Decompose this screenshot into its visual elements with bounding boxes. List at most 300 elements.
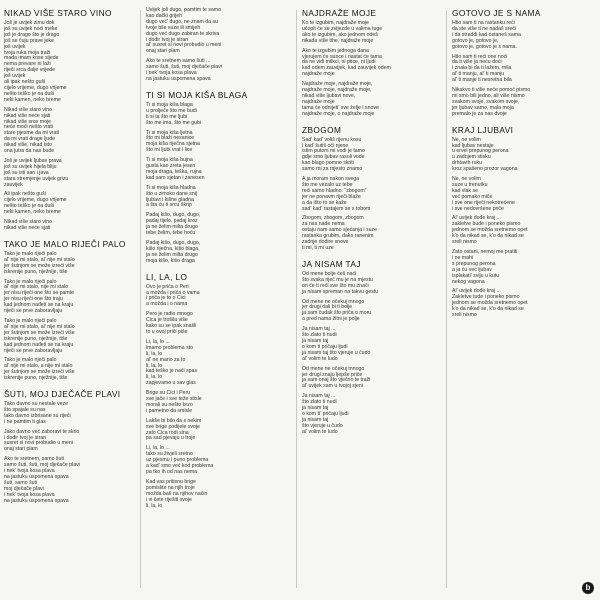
lyric-line: a kad' smo već kod problema [146, 463, 214, 470]
stanza [302, 394, 437, 435]
lyric-line: o kom ti pričaju ljudi [302, 343, 348, 350]
lyric-line: nikad više srce moje [4, 118, 51, 125]
lyric-line: Uvijek još dugo, pamtim te samo [146, 7, 221, 13]
lyric-line: ja nisam taj [302, 337, 329, 344]
lyric-line: a šta ću ti srcu škrip [146, 202, 192, 209]
song-title: KRAJ LJUBAVI [452, 124, 514, 135]
song-title: NAJDRAŽE MOJE [302, 8, 377, 18]
lyric-line: stare pjesme da mi vrati [4, 130, 60, 137]
lyric-line: na jastuku uspomena spava [146, 75, 211, 82]
lyric-line: i nek' tvoja kosa plava [4, 468, 55, 475]
lyric-line: Ako te sretnem samo šuti ... [146, 58, 211, 65]
stanza [146, 285, 281, 309]
song-block [146, 8, 281, 83]
lyric-line: al' ne mario za to [146, 356, 186, 363]
lyric-line: jednom se možda sretnemo opet [452, 300, 528, 307]
lyric-line: a možda i o nama [146, 301, 188, 308]
stanza [302, 82, 437, 117]
lyric-line: nikad više neće sjati [4, 112, 51, 119]
lyric-line: riječi se prve zaboravljaju [4, 308, 63, 315]
lyric-line: sve brige podijele svoje [146, 423, 200, 430]
song-block [302, 8, 437, 118]
lyric-line: neki kamen, neko breme [4, 96, 61, 103]
stanza [146, 419, 281, 443]
lyric-line: kad sam sjetan i zanesen [146, 174, 205, 181]
lyric-line: i nek' tvoja kosa plava [4, 491, 55, 498]
lyric-line: kišo riječna, kišo blaga, [146, 245, 200, 252]
lyric-line: Tako je malo riječi palo [4, 357, 57, 364]
lyric-line: što me vezalo uz tebe [302, 181, 353, 188]
lyric-line: istim putom mi vodi je tamo [302, 148, 365, 155]
lyric-line: moja draga, teška, rujna [146, 168, 202, 175]
lyric-line: Zbogom, zbogom, zbogom [302, 215, 364, 222]
stanza [4, 21, 139, 104]
lyric-line: Ti si moja kiša blaga [146, 101, 193, 108]
lyric-line: što me ima, što me gubi [146, 119, 202, 126]
lyric-line: s prepunog perona [452, 260, 496, 267]
lyric-line: što zlato ti nudi [302, 332, 337, 339]
lyric-line: Ti si moja kiša bujna [146, 157, 193, 164]
stanza [452, 177, 587, 212]
lyric-line: Ovo je priča o Peri [146, 283, 189, 290]
stanza [146, 131, 281, 155]
lyric-line: rastanka grubim, dako ranenim [302, 233, 374, 240]
lyric-line: Ja nisam taj ... [302, 393, 336, 400]
lyric-line: Pero je radio mnogo [146, 311, 193, 318]
lyric-line: zapjevamo u sav glas [146, 380, 196, 387]
song-title: LI, LA, LO [146, 271, 188, 282]
lyric-line: al' ti manju, al' ti manju [452, 71, 505, 78]
lyric-line: drhtavih ruku [452, 160, 482, 167]
lyric-line: Tako je malo riječi palo [4, 250, 57, 257]
lyric-line: al' ti manje ti nesretna bila [452, 77, 512, 84]
lyric-line: Nikad više staro vino [4, 106, 52, 113]
lyric-line: pa sad pjevaju u troje [146, 435, 196, 442]
song-block [452, 125, 587, 319]
song-title: NIKAD VIŠE STARO VINO [4, 8, 112, 18]
lyric-line: nikad više ljubavi nove, [302, 92, 356, 99]
lyric-line: i ne mahi [452, 254, 474, 261]
stanza [146, 213, 281, 237]
lyric-line: i ne pamtim ti glas [4, 418, 46, 425]
lyric-line: i priča je to o Cici [146, 295, 186, 302]
lyric-line: a ja ću već ljubav [452, 266, 492, 273]
lyric-line: i dodir tvoj je stran [4, 434, 47, 441]
lyric-line: najdraže moje, o najdraže moje [302, 110, 375, 117]
lyric-line: Tako je malo riječi palo [4, 278, 57, 285]
lyric-line: sreli nismo [452, 312, 477, 319]
lyric-line: samo šuti, šuti, moj dječače plavi [4, 462, 80, 469]
lyric-line: moja kiša riječna sjetna [146, 141, 200, 148]
stanza [146, 103, 281, 127]
lyric-line: susret si novi probudio u meni [4, 440, 73, 447]
lyric-line: ostaju nam samo sjećanja i suze [302, 227, 377, 234]
lyric-line: pa tko ih od nas nema [146, 469, 198, 475]
lyric-line: suze u trenutku [452, 181, 488, 188]
lyric-line: Još je uvijek ljubav prava [4, 157, 62, 164]
lyric-line: i da straddi kad ostaneš sama [452, 31, 521, 38]
stanza [302, 216, 437, 251]
song-block [302, 125, 437, 252]
lyric-line: Ako te sretnem, samo šuti [4, 456, 64, 463]
stanza [302, 327, 437, 362]
stanza [302, 300, 437, 324]
lyric-line: u ervei prepunog perona [452, 148, 509, 155]
lyric-line: A ja moram nakon svega [302, 176, 360, 183]
stanza [146, 480, 281, 510]
lyric-line: nikad više neće sjati [4, 225, 51, 231]
lyric-line: nema prevare ni laži [4, 61, 51, 68]
lyric-line: u proljeće što me budi [146, 107, 197, 114]
lyric-line: sve jače i sve teže stisle [146, 396, 202, 403]
stanza [146, 8, 281, 55]
stanza [302, 272, 437, 296]
stanza [452, 289, 587, 319]
lyric-line: moja kišo, kišo draga [146, 257, 195, 264]
lyric-line: kad jednom nađeš se na kraju [4, 302, 74, 309]
lyric-line: ljubavi i kišne gladna [146, 196, 194, 203]
song-title: ZBOGOM [302, 124, 342, 135]
stanza [146, 340, 281, 387]
lyric-line: ja ne želim milta drugo [146, 251, 198, 258]
lyric-line: kad ljubav nestaje [452, 142, 494, 149]
lyric-line: još su isti san i java [4, 169, 49, 176]
lyric-line: kad odem zauvijek, kad zauvijek odem [302, 65, 391, 72]
lyric-line: Li, la, lo ... [146, 338, 170, 345]
song-block [4, 389, 139, 505]
lyric-line: neki kamen, neko breme [4, 209, 61, 216]
song-title: ŠUTI, MOJ DJEČAČE PLAVI [4, 389, 121, 400]
lyric-line: jer nisu riječi one što traju [4, 296, 63, 303]
lyric-line: ti mi, ti mi uze [302, 245, 334, 251]
stanza [146, 158, 281, 182]
lyric-line: morali su nešto brzo [146, 401, 193, 408]
stanza [302, 367, 437, 391]
lyric-line: padaj tijelo, padaj kroz [146, 218, 198, 225]
lyric-line: najdraže moje [302, 98, 335, 105]
lyric-line: ona jutra da nas bude [4, 148, 55, 155]
column-divider [296, 10, 297, 588]
lyric-line: što mi ljubi vrat i lice [146, 147, 193, 154]
lyric-line: tebe želim, tebe hoću [146, 230, 196, 237]
column-divider [140, 10, 141, 588]
lyric-line: ja sam čudak što priča o moru [302, 310, 372, 317]
lyric-line: nikad više, nikad isto [4, 142, 52, 149]
lyrics-column-1 [4, 8, 139, 512]
song-block [4, 239, 139, 382]
lyric-line: zadnje dodire snove [302, 239, 349, 246]
lyric-line: jer drugi dali bi ti bolje [302, 304, 353, 311]
lyric-line: riječi srca dalje vrijede [4, 67, 56, 74]
lyric-line: za nas nade nema [302, 221, 345, 228]
stanza [146, 391, 281, 415]
lyric-line: Ti si moja kiša hladna [146, 184, 196, 191]
lyric-line: Htio sam ti na rastanku reći [452, 20, 515, 26]
lyric-line: Ja nisam taj ... [302, 326, 336, 333]
stanza [4, 430, 139, 454]
lyric-line: Li, la, lo ... [146, 445, 170, 452]
lyric-line: Kad vas pritisnu brige [146, 478, 196, 485]
lyric-line: Od mene ne očekuj mnogo [302, 298, 365, 305]
lyric-line: ja nisam taj [302, 416, 329, 423]
lyric-line: to u ovoj priči piše [146, 328, 188, 335]
lyric-line: gusta kao zreta jesen [146, 163, 196, 170]
lyric-line: mi smo bili jedno, ali više nismo [452, 92, 525, 99]
lyric-line: Zato ostani, nemoj me pratiti [452, 249, 518, 255]
lyric-line: Al' uvijek dođe kraj ... [452, 288, 501, 295]
lyric-line: možda baš na njihov način [146, 490, 208, 497]
lyric-line: on će ti reći sve što mu znači [302, 282, 369, 289]
lyric-line: stara stremjenje uvijek grizu [4, 175, 69, 182]
lyric-line: tako davno izbrisane su riječi [4, 412, 71, 419]
lyric-line: još je drago što je drago [4, 31, 60, 38]
lyric-line: al' nije mi stalo, nije mi stalo [4, 284, 69, 291]
record-label-logo: b [582, 582, 594, 594]
stanza [4, 252, 139, 276]
lyrics-column-2 [146, 8, 281, 516]
lyric-line: da mi vrati drage ljude [4, 136, 56, 143]
lyric-line: jer ljubav samo, mala moja [452, 104, 514, 111]
lyric-line: Lakše bi bilo da s nekim [146, 417, 202, 424]
lyric-line: Padaj kišo, dugo, dugo, [146, 240, 201, 246]
song-title: TAKO JE MALO RIJEČI PALO [4, 238, 126, 249]
lyric-line: k'o da nikad se, k'o da nikad se [452, 306, 524, 313]
lyric-line: i nek' tvoja kosa plava [146, 70, 197, 77]
lyric-line: Sad' kad' voliš rijenu kosu [302, 136, 362, 143]
lyric-line: jer šutnjom se može izreći više [4, 329, 75, 336]
stanza [452, 250, 587, 285]
lyric-line: a možda i priča o vama [146, 289, 200, 296]
lyric-line: Ne, ne volim [452, 136, 481, 143]
stanza [4, 159, 139, 189]
song-title: TI SI MOJA KIŠA BLAGA [146, 89, 248, 100]
lyric-line: k'o da nikad se, k'o da nikad se [452, 233, 524, 240]
lyric-line: li, la, lo [146, 502, 163, 509]
lyric-line: li, la, lo [146, 350, 163, 357]
lyric-line: još uvijek [4, 73, 26, 80]
lyric-line: Nikad više staro vino [4, 219, 52, 226]
stanza [302, 49, 437, 79]
lyrics-column-3 [302, 8, 437, 443]
lyric-line: zato Cica rodi sina [146, 429, 189, 436]
lyric-line: Htio sam ti reći one noći [452, 53, 508, 60]
lyric-line: Al' uvijek dođe kraj ... [452, 215, 501, 222]
lyric-line: nešto teško je na duši [4, 90, 55, 97]
lyric-line: najdraže moje, najdraže moje, [302, 87, 372, 94]
lyric-line: jer šutnjom se može izreći više [4, 262, 75, 269]
stanza [146, 59, 281, 83]
lyric-line: na jastuku uspomena spava [4, 497, 69, 504]
lyric-line: onaj stari plam [4, 446, 38, 453]
stanza [4, 192, 139, 216]
lyric-line: al' susret si novi probudio u meni [146, 42, 222, 49]
lyric-line: onaj stari plam [146, 48, 180, 55]
lyric-line: riječi se prve zaboravljaju [4, 347, 63, 354]
lyric-line: Ali ipak nešto guši [4, 191, 46, 198]
lyric-line: reći samo hladno: "zbogom" [302, 187, 367, 194]
lyric-line: Ako te izgubim jednoga dana [302, 47, 369, 54]
lyric-line: samo šuti, šuti, moj dječače plavi [146, 64, 222, 71]
lyric-line: da ne vidi milkci, ni ptice, ni ljudi [302, 59, 376, 66]
column-divider [446, 10, 447, 588]
lyric-line: premalo je za nas dvoje [452, 110, 507, 117]
lyric-line: o kom ti' pričaju ljudi [302, 410, 349, 417]
lyric-line: Ko te izgubim, najdraže moje [302, 20, 369, 26]
lyric-line: li, la, lo [146, 362, 163, 369]
stanza [4, 220, 139, 232]
stanza [4, 402, 139, 426]
lyric-line: i dodir tvoj je stran [146, 36, 189, 43]
lyric-line: jer šutnjom se može izreći više [4, 369, 75, 376]
lyric-line: ja nisam spreman na takvu gestu [302, 288, 379, 295]
lyric-line: kad teško je naći spas [146, 368, 198, 375]
lyric-line: gotovo je, gotovo je s nama. [452, 43, 517, 50]
lyric-line: ako te izgubim, ako jednom odeš [302, 31, 378, 38]
lyric-line: isplakati' sviju u kutu [452, 272, 500, 279]
stanza [4, 457, 139, 504]
lyric-line: svakom svoje, svakom svoje, [452, 98, 520, 105]
lyric-line: gdje smo ljubav rasuli vode [302, 154, 365, 161]
lyric-line: iskrenije puno, nježnije, tiše [4, 335, 68, 342]
lyric-line: kako su se ipak snašli [146, 323, 197, 330]
lyric-line: jer ne ponavm riječi blaže [302, 193, 361, 200]
song-title: GOTOVO JE S NAMA [452, 8, 541, 18]
lyric-line: tako su živjeli sretno [146, 451, 193, 458]
stanza [302, 138, 437, 173]
lyric-line: iskrenije puno, nježnije, tiše [4, 268, 68, 275]
lyric-line: ja sam onaj što vjećno te traži [302, 377, 371, 384]
lyric-line: šuti, samo šuti [4, 479, 38, 486]
lyric-line: ja nisam taj što vjeruje u čudo [302, 349, 371, 356]
lyric-line: mada imam kose sijede [4, 55, 59, 62]
lyric-line: još su uvijek noći meke [4, 25, 58, 32]
lyric-line: jer nisu riječi one što se pamte [4, 290, 75, 297]
lyric-line: u zadnjem stisku [452, 154, 491, 161]
lyric-line: li, la, lo [146, 374, 163, 381]
lyric-line: Brige su Cici i Peru [146, 390, 191, 397]
lyric-line: najdraže moje [302, 71, 335, 78]
lyric-line: kad vlak se [452, 187, 478, 194]
lyric-line: i kad' šutiš oči njene [302, 142, 349, 149]
song-block [4, 8, 139, 232]
lyric-line: i pametno da smisle [146, 407, 193, 414]
lyric-line: tvoja ruka moja traži [4, 49, 51, 56]
lyric-line: Padaj kišo, dugo, dugo, [146, 212, 201, 219]
lyric-line: nekog vagona [452, 278, 485, 285]
lyric-line: još se čuju prave jeke [4, 37, 54, 44]
lyric-line: Cica je trošila više [146, 317, 188, 324]
lyric-line: a da išto to se kaže [302, 199, 347, 206]
lyric-line: što svaka riječ mu je na mjestu [302, 276, 373, 283]
lyric-line: dugo već' dugo, ne znam da su [146, 18, 218, 25]
lyric-line: nešto teško je na duši [4, 203, 55, 210]
lyric-line: jednom se možda sretnemo opet [452, 227, 528, 234]
lyric-line: cijelo vrijeme, dugo vrijeme [4, 84, 67, 91]
lyric-line: što zlato ti nudi [302, 399, 337, 406]
song-block [146, 272, 281, 510]
stanza [302, 177, 437, 212]
lyric-line: ali ipak nešto guši [4, 79, 46, 86]
lyric-line: zakletve bude i poneko pismo [452, 221, 521, 228]
lyric-line: i sve nedovršene priče [452, 205, 504, 212]
song-block [146, 90, 281, 265]
lyric-line: pomislite na njih troje [146, 484, 195, 491]
lyric-line: i sve one riječi nekotrećene [452, 199, 515, 206]
stanza [146, 312, 281, 336]
lyric-line: Od mene bolje ćeš naći [302, 270, 357, 277]
lyric-line: Ti si moja kiša ljetna [146, 129, 193, 136]
lyric-line: a pred nama žitni je polje [302, 316, 360, 323]
lyric-line: Najdraže moje, najdraže moje, [302, 81, 373, 88]
stanza [302, 21, 437, 45]
lyric-line: da ti više ja neću doći [452, 59, 502, 66]
lyric-line: što mi blaži nesanice [146, 135, 195, 142]
lyric-line: sad' kad' rastajem se s tobom [302, 205, 371, 212]
lyric-line: al' volim te ludo [302, 355, 338, 362]
lyric-line: uz pjesmu i puno problema [146, 457, 209, 464]
stanza [452, 138, 587, 173]
lyric-line: dugo već dugo zabiran te skriva [146, 30, 220, 37]
lyrics-column-4 [452, 8, 587, 326]
lyric-line: al' nije mi stalo, al' nije mi stalo [4, 323, 75, 330]
lyric-line: nikada više tihe, najdraže moje [302, 37, 374, 44]
lyric-line: neće moći nešto vrati [4, 124, 54, 131]
lyric-line: al' uvijek sam u tvojoj sjeni [302, 383, 363, 390]
lyric-line: ja nisam taj [302, 405, 329, 412]
song-title: JA NISAM TAJ [302, 258, 361, 269]
lyric-line: ja ne želim milta drugo [146, 224, 198, 231]
song-block [302, 259, 437, 436]
lyric-line: učopit će se zvijezde u valima tuge [302, 25, 383, 32]
stanza [146, 446, 281, 476]
lyric-line: iskrenije puno, nježnije, tiše [4, 375, 68, 382]
lyric-line: Nikakvo ti više neće pomoć pismo [452, 87, 531, 94]
stanza [452, 88, 587, 118]
lyric-line: da ste više ti ne nadaš sreći [452, 25, 517, 32]
lyric-line: što vjeruje u čudo [302, 422, 343, 429]
lyric-line: već pomako miče [452, 193, 493, 200]
lyric-line: i znala bi da ti lažem, mila [452, 65, 512, 72]
lyric-line: Ne, ne volim [452, 176, 481, 183]
lyric-line: kroz spašeno prozor vagona [452, 166, 518, 173]
lyric-line: Od mene ne očekuj mnogo [302, 365, 365, 372]
stanza [452, 55, 587, 85]
stanza [4, 108, 139, 155]
lyric-line: al' nije mi stalo, al' nije mi stalo [4, 256, 75, 263]
lyric-line: al' nije mi stalo, a nije mi stalo [4, 363, 73, 370]
lyric-line: ti si ta što me ljubi [146, 113, 188, 120]
lyric-line: tvoje bile suze ili smijeh [146, 24, 201, 31]
lyric-line: samo mi za mjesto znamo [302, 166, 363, 173]
lyric-line: i vi čete riješiti svoje [146, 496, 192, 503]
lyric-line: cijelo vrijeme, dugo vrijeme [4, 197, 67, 204]
song-block [452, 8, 587, 118]
lyric-line: Jako davno već zaboravi te skrio [4, 428, 80, 435]
stanza [4, 358, 139, 382]
stanza [4, 280, 139, 315]
lyric-line: gotovo je, gotovo je, [452, 37, 499, 44]
stanza [146, 241, 281, 265]
lyric-line: još uvijek [4, 43, 26, 50]
lyric-line: kad jednom nađeš se na kraju [4, 341, 74, 348]
lyric-line: kao dački grijeh [146, 12, 183, 19]
lyric-line: Tako je malo riječi palo [4, 317, 57, 324]
lyric-line: Još je uvijek zimu dok [4, 20, 55, 26]
lyric-line: tama će odnijeti' sve želje i snove [302, 104, 379, 111]
stanza [452, 21, 587, 51]
lyric-line: što spajale su nas [4, 406, 46, 413]
lyric-line: jer drugi znaju ljepše priče [302, 371, 363, 378]
